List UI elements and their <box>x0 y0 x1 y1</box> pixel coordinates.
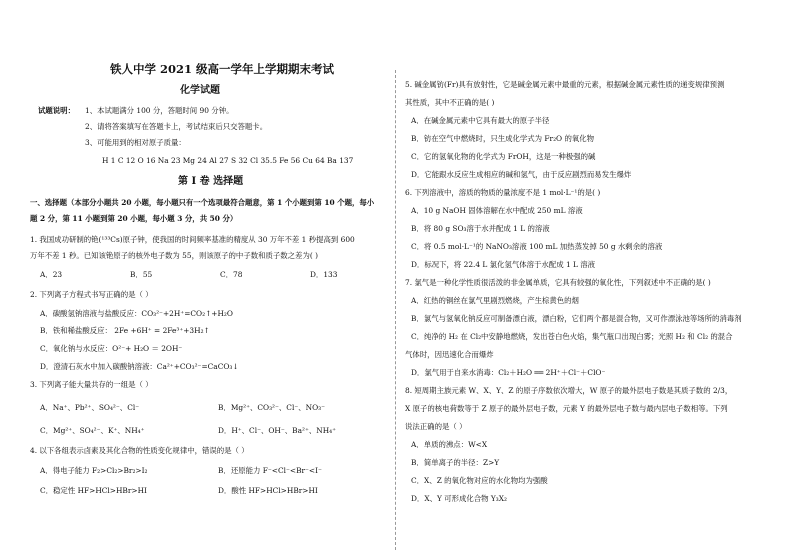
q6-option-d: D．标况下，将 22.4 L 氯化氢气体溶于水配成 1 L 溶液 <box>411 260 596 269</box>
q2-option-a: A．碳酸氢钠溶液与盐酸反应：CO₃²⁻+2H⁺=CO₂↑+H₂O <box>40 309 233 318</box>
q8-option-b: B．简单离子的半径：Z>Y <box>411 458 500 467</box>
q5-option-a: A．在碱金属元素中它具有最大的原子半径 <box>411 116 550 125</box>
q1-option-b: B．55 <box>130 270 153 279</box>
exam-subtitle: 化学试题 <box>180 85 220 96</box>
q1-line-1: 1. 我国成功研制的铯(¹³³Cs)原子钟，使我国的时间频率基准的精度从 30 万年不差 1 秒提高到 600 <box>30 235 355 244</box>
q7-stem: 7. 氯气是一种化学性质很活泼的非金属单质，它具有较强的氧化性，下列叙述中不正确的是( ) <box>405 278 711 287</box>
q3-stem: 3. 下列离子能大量共存的一组是（ ） <box>30 380 153 389</box>
q8-option-c: C．X、Z 的氧化物对应的水化物均为强酸 <box>411 476 548 485</box>
q7-option-b: B．氯气与氢氧化钠反应可制备漂白液，漂白粉，它们两个都是混合物，又可作漂泳池等场所的消毒剂 <box>411 314 742 323</box>
q7-option-c: C．纯净的 H₂ 在 Cl₂中安静地燃烧，发出苍白色火焰，集气瓶口出现白雾；光照 H₂ 和 Cl₂ 的混合 <box>411 332 733 341</box>
q4-option-b: B．还原能力 F⁻<Cl⁻<Br⁻<I⁻ <box>218 466 322 475</box>
q8-line-2: X 原子的核电荷数等于 Z 原子的最外层电子数，元素 Y 的最外层电子数与最内层电子数相等。下列 <box>405 404 728 413</box>
q5-option-c: C．它的氢氧化物的化学式为 FrOH，这是一种极强的碱 <box>411 152 596 161</box>
exam-title: 铁人中学 2021 级高一学年上学期期末考试 <box>110 62 335 76</box>
instruction-3: 3、可能用到的相对原子质量： <box>85 138 186 147</box>
section-intro-2: 题 2 分，第 11 小题到第 20 小题，每小题 3 分，共 50 分） <box>30 214 238 223</box>
q8-line-3: 说法正确的是（ ） <box>405 422 467 431</box>
q6-option-a: A．10 g NaOH 固体溶解在水中配成 250 mL 溶液 <box>411 206 583 215</box>
instruction-2: 2、请将答案填写在答题卡上，考试结束后只交答题卡。 <box>85 122 268 131</box>
q4-option-d: D．酸性 HF>HCl>HBr>HI <box>218 486 318 495</box>
q3-option-b: B．Mg²⁺、CO₃²⁻、Cl⁻、NO₃⁻ <box>218 403 326 412</box>
q1-option-a: A．23 <box>40 270 63 279</box>
q2-option-c: C．氧化钠与水反应：O²⁻+ H₂O ＝ 2OH⁻ <box>40 344 183 353</box>
column-divider <box>395 70 396 550</box>
instruction-1: 1、本试题满分 100 分，答题时间 90 分钟。 <box>85 106 234 115</box>
q8-option-d: D．X、Y 可形成化合物 Y₃X₂ <box>411 494 507 503</box>
q3-option-d: D．H⁺、Cl⁻、OH⁻、Ba²⁺、NH₄⁺ <box>218 426 337 435</box>
q4-option-a: A．得电子能力 F₂>Cl₂>Br₂>I₂ <box>40 466 148 475</box>
q1-line-2: 万年不差 1 秒。已知该铯原子的核外电子数为 55，则该原子的中子数和质子数之差为( ) <box>30 251 318 260</box>
q2-stem: 2. 下列离子方程式书写正确的是（ ） <box>30 290 153 299</box>
q3-option-a: A．Na⁺、Pb²⁺、SO₄²⁻、Cl⁻ <box>40 403 140 412</box>
q2-option-b: B．铁和稀盐酸反应： 2Fe +6H⁺ = 2Fe³⁺+3H₂↑ <box>40 326 210 335</box>
q6-option-b: B．将 80 g SO₃溶于水并配成 1 L 的溶液 <box>411 224 550 233</box>
q6-stem: 6. 下列溶液中，溶质的物质的量浓度不是 1 mol·L⁻¹的是( ) <box>405 188 601 197</box>
q5-option-b: B．钫在空气中燃烧时，只生成化学式为 Fr₂O 的氧化物 <box>411 134 595 143</box>
section-intro-1: 一、选择题（本部分小题共 20 小题，每小题只有一个选项最符合题意，第 1 个小题到第 10 个题，每小 <box>30 198 375 207</box>
q1-option-d: D．133 <box>310 270 338 279</box>
q4-option-c: C．稳定性 HF>HCl>HBr>HI <box>40 486 147 495</box>
q5-line-2: 其性质，其中不正确的是( ) <box>405 98 495 107</box>
q7-option-c-cont: 气体时，因迅速化合而爆炸 <box>405 350 494 359</box>
atomic-masses: H 1 C 12 O 16 Na 23 Mg 24 Al 27 S 32 Cl 35.5 Fe 56 Cu 64 Ba 137 <box>102 156 354 165</box>
q8-line-1: 8. 短周期主族元素 W、X、Y、Z 的原子序数依次增大，W 原子的最外层电子数是其质子数的 2/3， <box>405 386 733 395</box>
q7-option-a: A．红热的铜丝在氯气里剧烈燃烧，产生棕黄色的烟 <box>411 296 579 305</box>
q5-option-d: D．它能跟水反应生成相应的碱和氢气，由于反应剧烈而易发生爆炸 <box>411 170 632 179</box>
q3-option-c: C．Mg²⁺、SO₄²⁻、K⁺、NH₄⁺ <box>40 426 145 435</box>
q4-stem: 4. 以下各组表示卤素及其化合物的性质变化规律中，错误的是（ ） <box>30 446 249 455</box>
instructions-label: 试题说明： <box>38 106 75 115</box>
q7-option-d: D．氯气用于自来水消毒：Cl₂＋H₂O ══ 2H⁺＋Cl⁻＋ClO⁻ <box>411 368 606 377</box>
q1-option-c: C．78 <box>220 270 243 279</box>
q6-option-c: C．将 0.5 mol·L⁻¹的 NaNO₃溶液 100 mL 加热蒸发掉 50 g 水剩余的溶液 <box>411 242 663 251</box>
section-heading: 第 I 卷 选择题 <box>178 176 244 187</box>
q2-option-d: D．澄清石灰水中加入碳酸钠溶液：Ca²⁺+CO₃²⁻=CaCO₃↓ <box>40 362 239 371</box>
q8-option-a: A．单质的沸点：W<X <box>411 440 488 449</box>
q5-line-1: 5. 碱金属钫(Fr)具有放射性，它是碱金属元素中最重的元素，根据碱金属元素性质的递变规律预测 <box>405 80 725 89</box>
